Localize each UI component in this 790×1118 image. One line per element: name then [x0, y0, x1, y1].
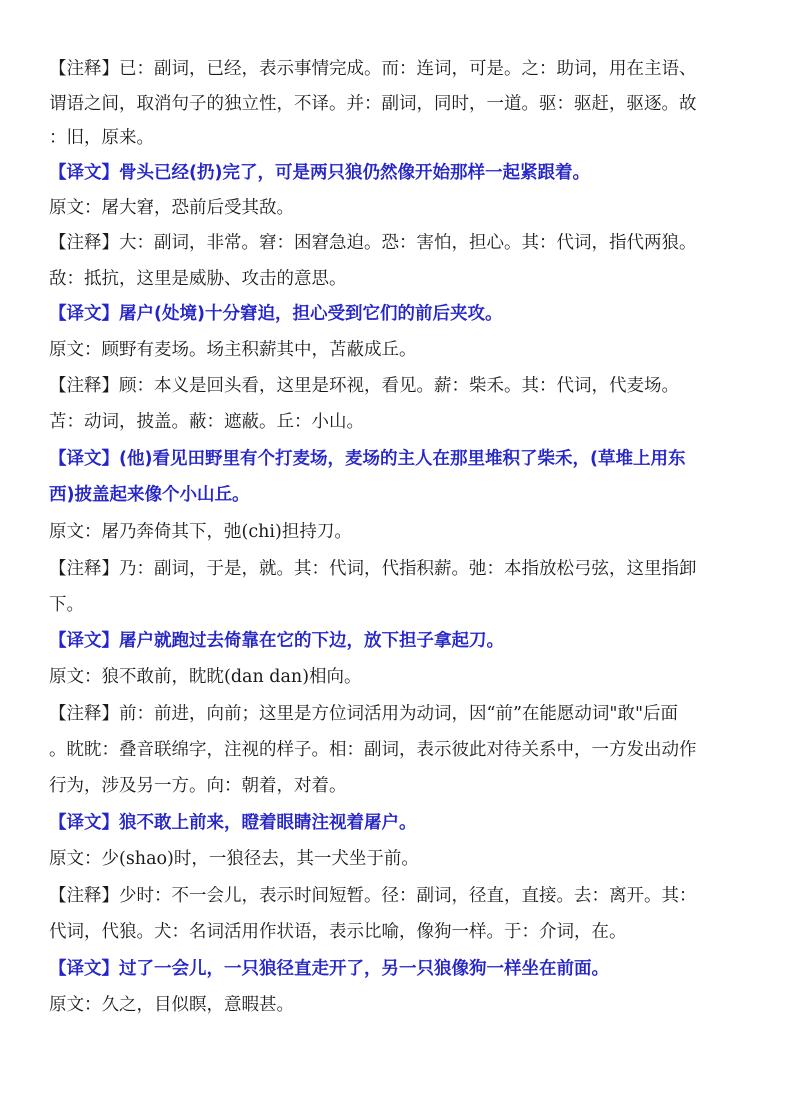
translation-line: 【译文】屠户就跑过去倚靠在它的下边，放下担子拿起刀。	[49, 631, 504, 651]
original-line: 原文：顾野有麦场。场主积薪其中，苫蔽成丘。	[49, 340, 417, 360]
translation-line: 西)披盖起来像个小山丘。	[49, 485, 250, 505]
translation-line: 【译文】狼不敢上前来，瞪着眼睛注视着屠户。	[49, 813, 417, 833]
translation-line: 【译文】屠户(处境)十分窘迫，担心受到它们的前后夹攻。	[49, 304, 503, 324]
note-line: ：旧，原来。	[49, 128, 154, 148]
note-line: 下。	[49, 595, 84, 615]
note-line: 。眈眈：叠音联绵字，注视的样子。相：副词，表示彼此对待关系中，一方发出动作	[49, 740, 697, 760]
original-line: 原文：少(shao)时，一狼径去，其一犬坐于前。	[49, 849, 419, 869]
note-line: 【注释】前：前进，向前；这里是方位词活用为动词，因“前”在能愿动词"敢"后面	[49, 704, 678, 724]
note-line: 【注释】乃：副词，于是，就。其：代词，代指积薪。弛：本指放松弓弦，这里指卸	[49, 559, 697, 579]
note-line: 【注释】少时：不一会儿，表示时间短暂。径：副词，径直，直接。去：离开。其：	[49, 886, 697, 906]
translation-line: 【译文】(他)看见田野里有个打麦场，麦场的主人在那里堆积了柴禾，(草堆上用东	[49, 449, 686, 469]
note-line: 【注释】顾：本义是回头看，这里是环视，看见。薪：柴禾。其：代词，代麦场。	[49, 376, 679, 396]
original-line: 原文：狼不敢前，眈眈(dan dan)相向。	[49, 667, 362, 687]
note-line: 敌：抵抗，这里是威胁、攻击的意思。	[49, 269, 347, 289]
note-line: 谓语之间，取消句子的独立性，不译。并：副词，同时，一道。驱：驱赶，驱逐。故	[49, 94, 697, 114]
note-line: 【注释】大：副词，非常。窘：困窘急迫。恐：害怕，担心。其：代词，指代两狼。	[49, 233, 697, 253]
note-line: 行为，涉及另一方。向：朝着，对着。	[49, 776, 347, 796]
note-line: 苫：动词，披盖。蔽：遮蔽。丘：小山。	[49, 412, 364, 432]
original-line: 原文：屠大窘，恐前后受其敌。	[49, 198, 294, 218]
translation-line: 【译文】骨头已经(扔)完了，可是两只狼仍然像开始那样一起紧跟着。	[49, 163, 590, 183]
original-line: 原文：久之，目似瞑，意暇甚。	[49, 995, 294, 1015]
original-line: 原文：屠乃奔倚其下，弛(chi)担持刀。	[49, 522, 352, 542]
note-line: 代词，代狼。犬：名词活用作状语，表示比喻，像狗一样。于：介词，在。	[49, 922, 627, 942]
note-line: 【注释】已：副词，已经，表示事情完成。而：连词，可是。之：助词，用在主语、	[49, 59, 697, 79]
translation-line: 【译文】过了一会儿，一只狼径直走开了，另一只狼像狗一样坐在前面。	[49, 959, 609, 979]
